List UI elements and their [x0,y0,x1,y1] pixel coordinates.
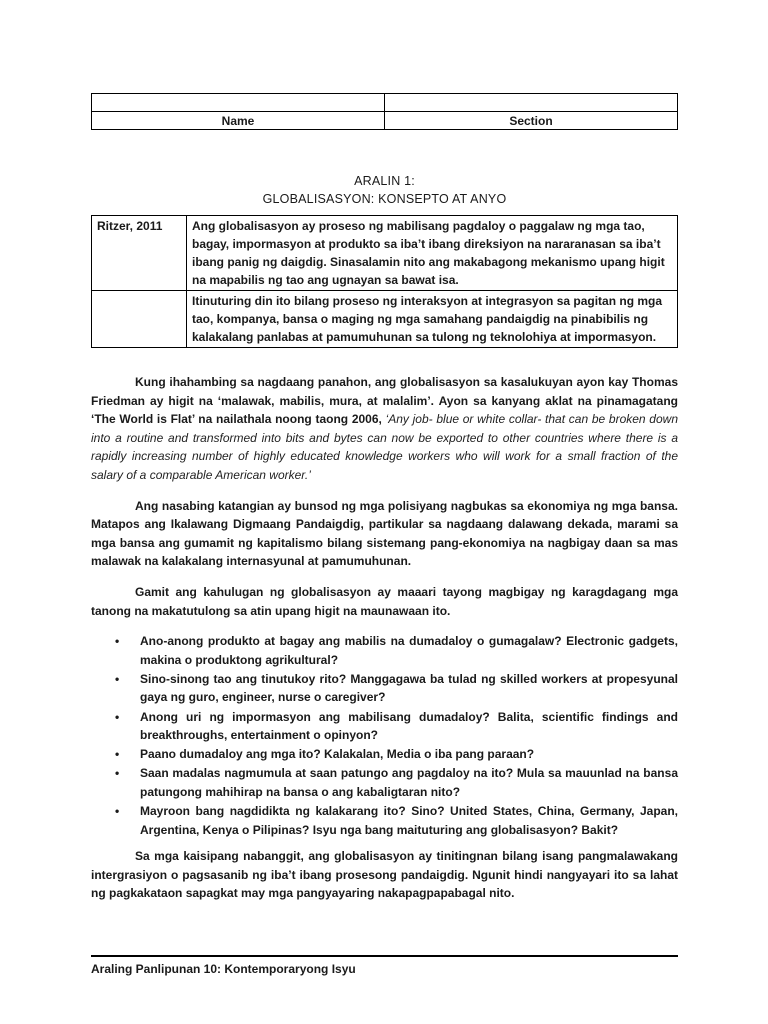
definition-source [92,291,187,348]
definition-text: Itinuturing din ito bilang proseso ng interaksyon at integrasyon sa pagitan ng mga tao, kompanya, bansa o maging ng mga samahang pandaigdig na pinabibilis ng kalakalang panlabas at pamumuhunan sa tulong ng teknolohiya at impormasyon. [187,291,678,348]
list-item [115,764,678,801]
section-field[interactable] [385,94,678,112]
bullet-icon: • [115,747,120,762]
bullet-icon: • [115,634,120,649]
name-label: Name [92,112,385,130]
list-item [115,802,678,839]
list-item [115,708,678,745]
definition-source: Ritzer, 2011 [92,216,187,291]
bullet-icon: • [115,671,120,686]
lesson-number: ARALIN 1: [354,174,415,188]
definition-row [92,216,678,291]
question-list [91,632,678,839]
name-field[interactable] [92,94,385,112]
question-text: Ano-anong produkto at bagay ang mabilis na dumadaloy o gumagalaw? Electronic gadgets, makina o produktong agrikultural? [140,634,678,667]
question-text: Paano dumadaloy ang mga ito? Kalakalan, Media o iba pang paraan? [140,747,535,762]
student-info-table [91,93,678,130]
footer-divider [91,955,678,957]
friedman-intro: Kung ihahambing sa nagdaang panahon, ang globalisasyon sa kasalukuyan ayon kay Thomas Friedman ay higit na ‘malawak, mabilis, mura, at malalim’. Ayon sa kanyang aklat na pinamagatang ‘The World is Flat’ na nailathala noong taong 2006, [91,375,678,427]
list-item [115,745,678,764]
lesson-topic: GLOBALISASYON: KONSEPTO AT ANYO [262,192,507,206]
questions-intro-paragraph: Gamit ang kahulugan ng globalisasyon ay maaari tayong magbigay ng karagdagang mga tanong na makatutulong sa atin upang higit na maunawaan ito. [91,584,678,618]
conclusion-paragraph: Sa mga kaisipang nabanggit, ang globalisasyon ay tinitingnan bilang isang pangmalawakang intergrasiyon o pagsasanib ng iba’t ibang prosesong pandaigdig. Ngunit hindi nangyayari ito sa lahat ng pagkakataon sapagkat may mga pangyayaring nakapagpapabagal nito. [91,849,678,901]
friedman-paragraph [91,373,678,485]
definition-table [91,215,678,348]
lesson-title [91,172,678,208]
question-text: Sino-sinong tao ang tinutukoy rito? Manggagawa ba tulad ng skilled workers at propesyunal gaya ng guro, engineer, nurse o caregiver? [140,671,678,705]
bullet-icon: • [115,766,120,781]
question-text: Mayroon bang nagdidikta ng kalakarang ito? Sino? United States, China, Germany, Japan, Argentina, Kenya o Pilipinas? Isyu nga bang maituturing ang globalisasyon? Bakit? [140,803,678,837]
worksheet-page [91,93,678,903]
list-item [115,632,678,669]
definition-text: Ang globalisasyon ay proseso ng mabilisang pagdaloy o paggalaw ng mga tao, bagay, impormasyon at produkto sa iba’t ibang direksiyon na nararanasan sa iba’t ibang panig ng daigdig. Sinasalamin nito ang makabagong mekanismo upang higit na mapabilis ng tao ang ugnayan sa bawat isa. [187,216,678,291]
footer-label: Araling Panlipunan 10: Kontemporaryong Isyu [91,962,356,976]
bullet-icon: • [115,709,120,724]
friedman-quote: ‘Any job- blue or white collar- that can be broken down into a routine and transformed into bits and bytes can now be exported to other countries where there is a rapidly increasing number of highly educated knowledge workers who will work for a small fraction of the salary of a comparable American worker.’ [91,412,678,482]
capitalism-paragraph: Ang nasabing katangian ay bunsod ng mga polisiyang nagbukas sa ekonomiya ng mga bansa. Matapos ang Ikalawang Digmaang Pandaigdig, partikular sa nagdaang dalawang dekada, marami sa mga bansa ang gumamit ng kapitalismo bilang sistemang pang-ekonomiya na nagbigay daan sa mas malawak na kalakalang internasyunal at pamumuhunan. [91,498,678,569]
bullet-icon: • [115,803,120,818]
question-text: Anong uri ng impormasyon ang mabilisang dumadaloy? Balita, scientific findings and breakthroughs, entertainment o opinyon? [140,709,678,743]
question-text: Saan madalas nagmumula at saan patungo ang pagdaloy na ito? Mula sa mauunlad na bansa patungong mahihirap na bansa o ang kabaligtaran nito? [140,766,678,799]
definition-row [92,291,678,348]
list-item [115,670,678,707]
section-label: Section [385,112,678,130]
